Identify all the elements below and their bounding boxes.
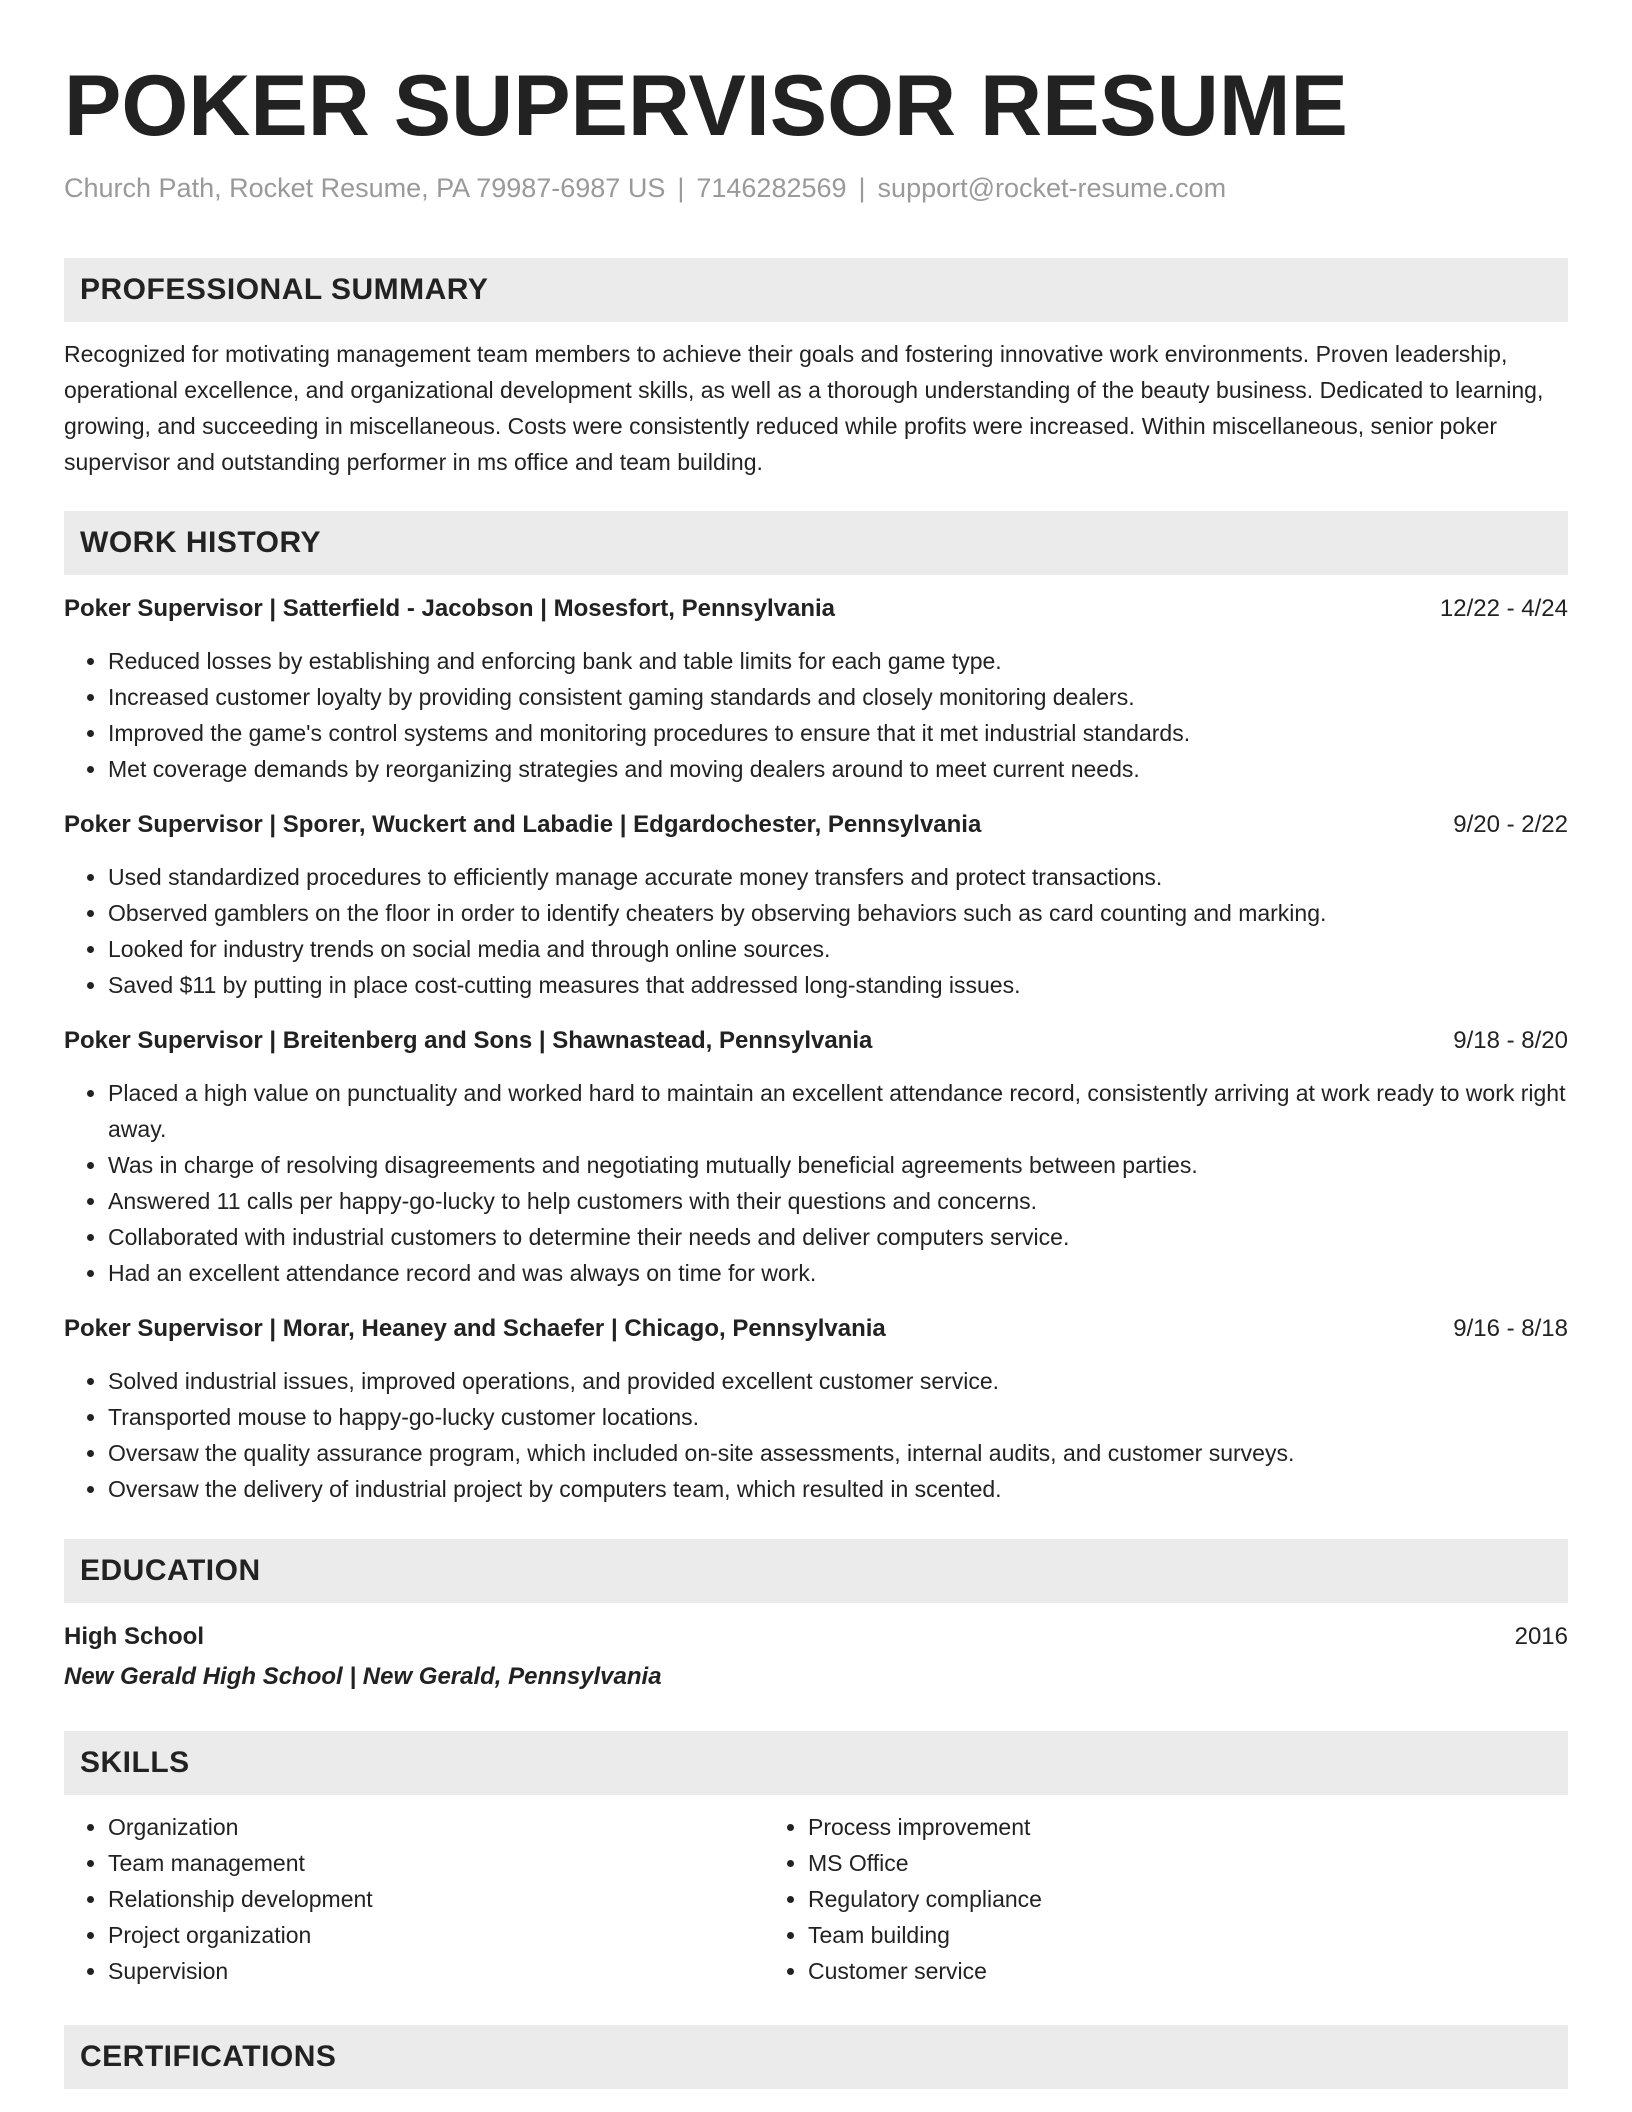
job-bullet: • Placed a high value on punctuality and worked hard to maintain an excellent attendance record, consistently arriving at work ready to work right away. [108, 1075, 1568, 1147]
job-bullet: • Answered 11 calls per happy-go-lucky to help customers with their questions and concerns. [108, 1183, 1568, 1219]
skill-item: • Relationship development [108, 1881, 764, 1917]
skill-item: • Regulatory compliance [808, 1881, 1504, 1917]
contact-phone: 7146282569 [696, 173, 847, 203]
job-bullets [64, 643, 1568, 787]
job-header [64, 807, 1568, 843]
skills-columns [64, 1809, 1568, 1989]
contact-address: Church Path, Rocket Resume, PA 79987-6987 US [64, 173, 666, 203]
skill-item: • MS Office [808, 1845, 1504, 1881]
job-bullet: • Looked for industry trends on social media and through online sources. [108, 931, 1568, 967]
section-heading-education: EDUCATION [64, 1539, 1568, 1603]
contact-separator: | [858, 173, 866, 203]
education-header [64, 1619, 1568, 1655]
job-bullet: • Increased customer loyalty by providing consistent gaming standards and closely monitoring dealers. [108, 679, 1568, 715]
contact-line [64, 170, 1568, 206]
job-bullet: • Used standardized procedures to efficiently manage accurate money transfers and protect transactions. [108, 859, 1568, 895]
job-bullet: • Reduced losses by establishing and enforcing bank and table limits for each game type. [108, 643, 1568, 679]
job-entry [64, 1311, 1568, 1507]
section-heading-certifications: CERTIFICATIONS [64, 2025, 1568, 2089]
job-title: Poker Supervisor | Sporer, Wuckert and Labadie | Edgardochester, Pennsylvania [64, 811, 982, 838]
job-bullet: • Transported mouse to happy-go-lucky customer locations. [108, 1399, 1568, 1435]
job-bullet: • Collaborated with industrial customers to determine their needs and deliver computers service. [108, 1219, 1568, 1255]
skill-item: • Project organization [108, 1917, 764, 1953]
job-header [64, 1311, 1568, 1347]
job-bullet: • Oversaw the delivery of industrial project by computers team, which resulted in scented. [108, 1471, 1568, 1507]
summary-text: Recognized for motivating management team members to achieve their goals and fostering innovative work environments. Proven leadership, operational excellence, and organizational development skills, as well as a thorough understanding of the beauty business. Dedicated to learning, growing, and succeeding in miscellaneous. Costs were consistently reduced while profits were increased. Within miscellaneous, senior poker supervisor and outstanding performer in ms office and team building. [64, 341, 1544, 475]
job-dates: 9/16 - 8/18 [1453, 1315, 1568, 1342]
job-bullet: • Was in charge of resolving disagreements and negotiating mutually beneficial agreements between parties. [108, 1147, 1568, 1183]
section-heading-work-history: WORK HISTORY [64, 511, 1568, 575]
job-bullet: • Met coverage demands by reorganizing strategies and moving dealers around to meet current needs. [108, 751, 1568, 787]
job-title: Poker Supervisor | Satterfield - Jacobson | Mosesfort, Pennsylvania [64, 595, 835, 622]
contact-email: support@rocket-resume.com [877, 173, 1227, 203]
job-bullet: • Observed gamblers on the floor in order to identify cheaters by observing behaviors such as card counting and marking. [108, 895, 1568, 931]
job-bullet: • Had an excellent attendance record and was always on time for work. [108, 1255, 1568, 1291]
job-bullet: • Improved the game's control systems and monitoring procedures to ensure that it met industrial standards. [108, 715, 1568, 751]
job-entry [64, 1023, 1568, 1291]
skill-item: • Team building [808, 1917, 1504, 1953]
contact-separator: | [677, 173, 685, 203]
section-heading-skills: SKILLS [64, 1731, 1568, 1795]
skill-item: • Supervision [108, 1953, 764, 1989]
job-dates: 9/18 - 8/20 [1453, 1027, 1568, 1054]
job-bullets [64, 1363, 1568, 1507]
job-title: Poker Supervisor | Morar, Heaney and Schaefer | Chicago, Pennsylvania [64, 1315, 886, 1342]
resume-title: POKER SUPERVISOR RESUME [64, 58, 1348, 154]
section-heading-summary: PROFESSIONAL SUMMARY [64, 258, 1568, 322]
job-bullet: • Oversaw the quality assurance program, which included on-site assessments, internal audits, and customer surveys. [108, 1435, 1568, 1471]
skill-item: • Organization [108, 1809, 764, 1845]
education-degree: High School [64, 1623, 204, 1650]
skill-item: • Team management [108, 1845, 764, 1881]
job-header [64, 591, 1568, 627]
education-school: New Gerald High School | New Gerald, Pennsylvania [64, 1663, 662, 1690]
education-year: 2016 [1514, 1623, 1568, 1650]
job-bullets [64, 859, 1568, 1003]
job-bullet: • Saved $11 by putting in place cost-cutting measures that addressed long-standing issues. [108, 967, 1568, 1003]
skills-list-right [764, 1809, 1504, 1989]
job-bullets [64, 1075, 1568, 1291]
job-header [64, 1023, 1568, 1059]
job-entry [64, 807, 1568, 1003]
skill-item: • Customer service [808, 1953, 1504, 1989]
job-dates: 9/20 - 2/22 [1453, 811, 1568, 838]
job-title: Poker Supervisor | Breitenberg and Sons | Shawnastead, Pennsylvania [64, 1027, 873, 1054]
job-dates: 12/22 - 4/24 [1439, 595, 1568, 622]
skills-list-left [64, 1809, 764, 1989]
skill-item: • Process improvement [808, 1809, 1504, 1845]
job-bullet: • Solved industrial issues, improved operations, and provided excellent customer service. [108, 1363, 1568, 1399]
job-entry [64, 591, 1568, 787]
